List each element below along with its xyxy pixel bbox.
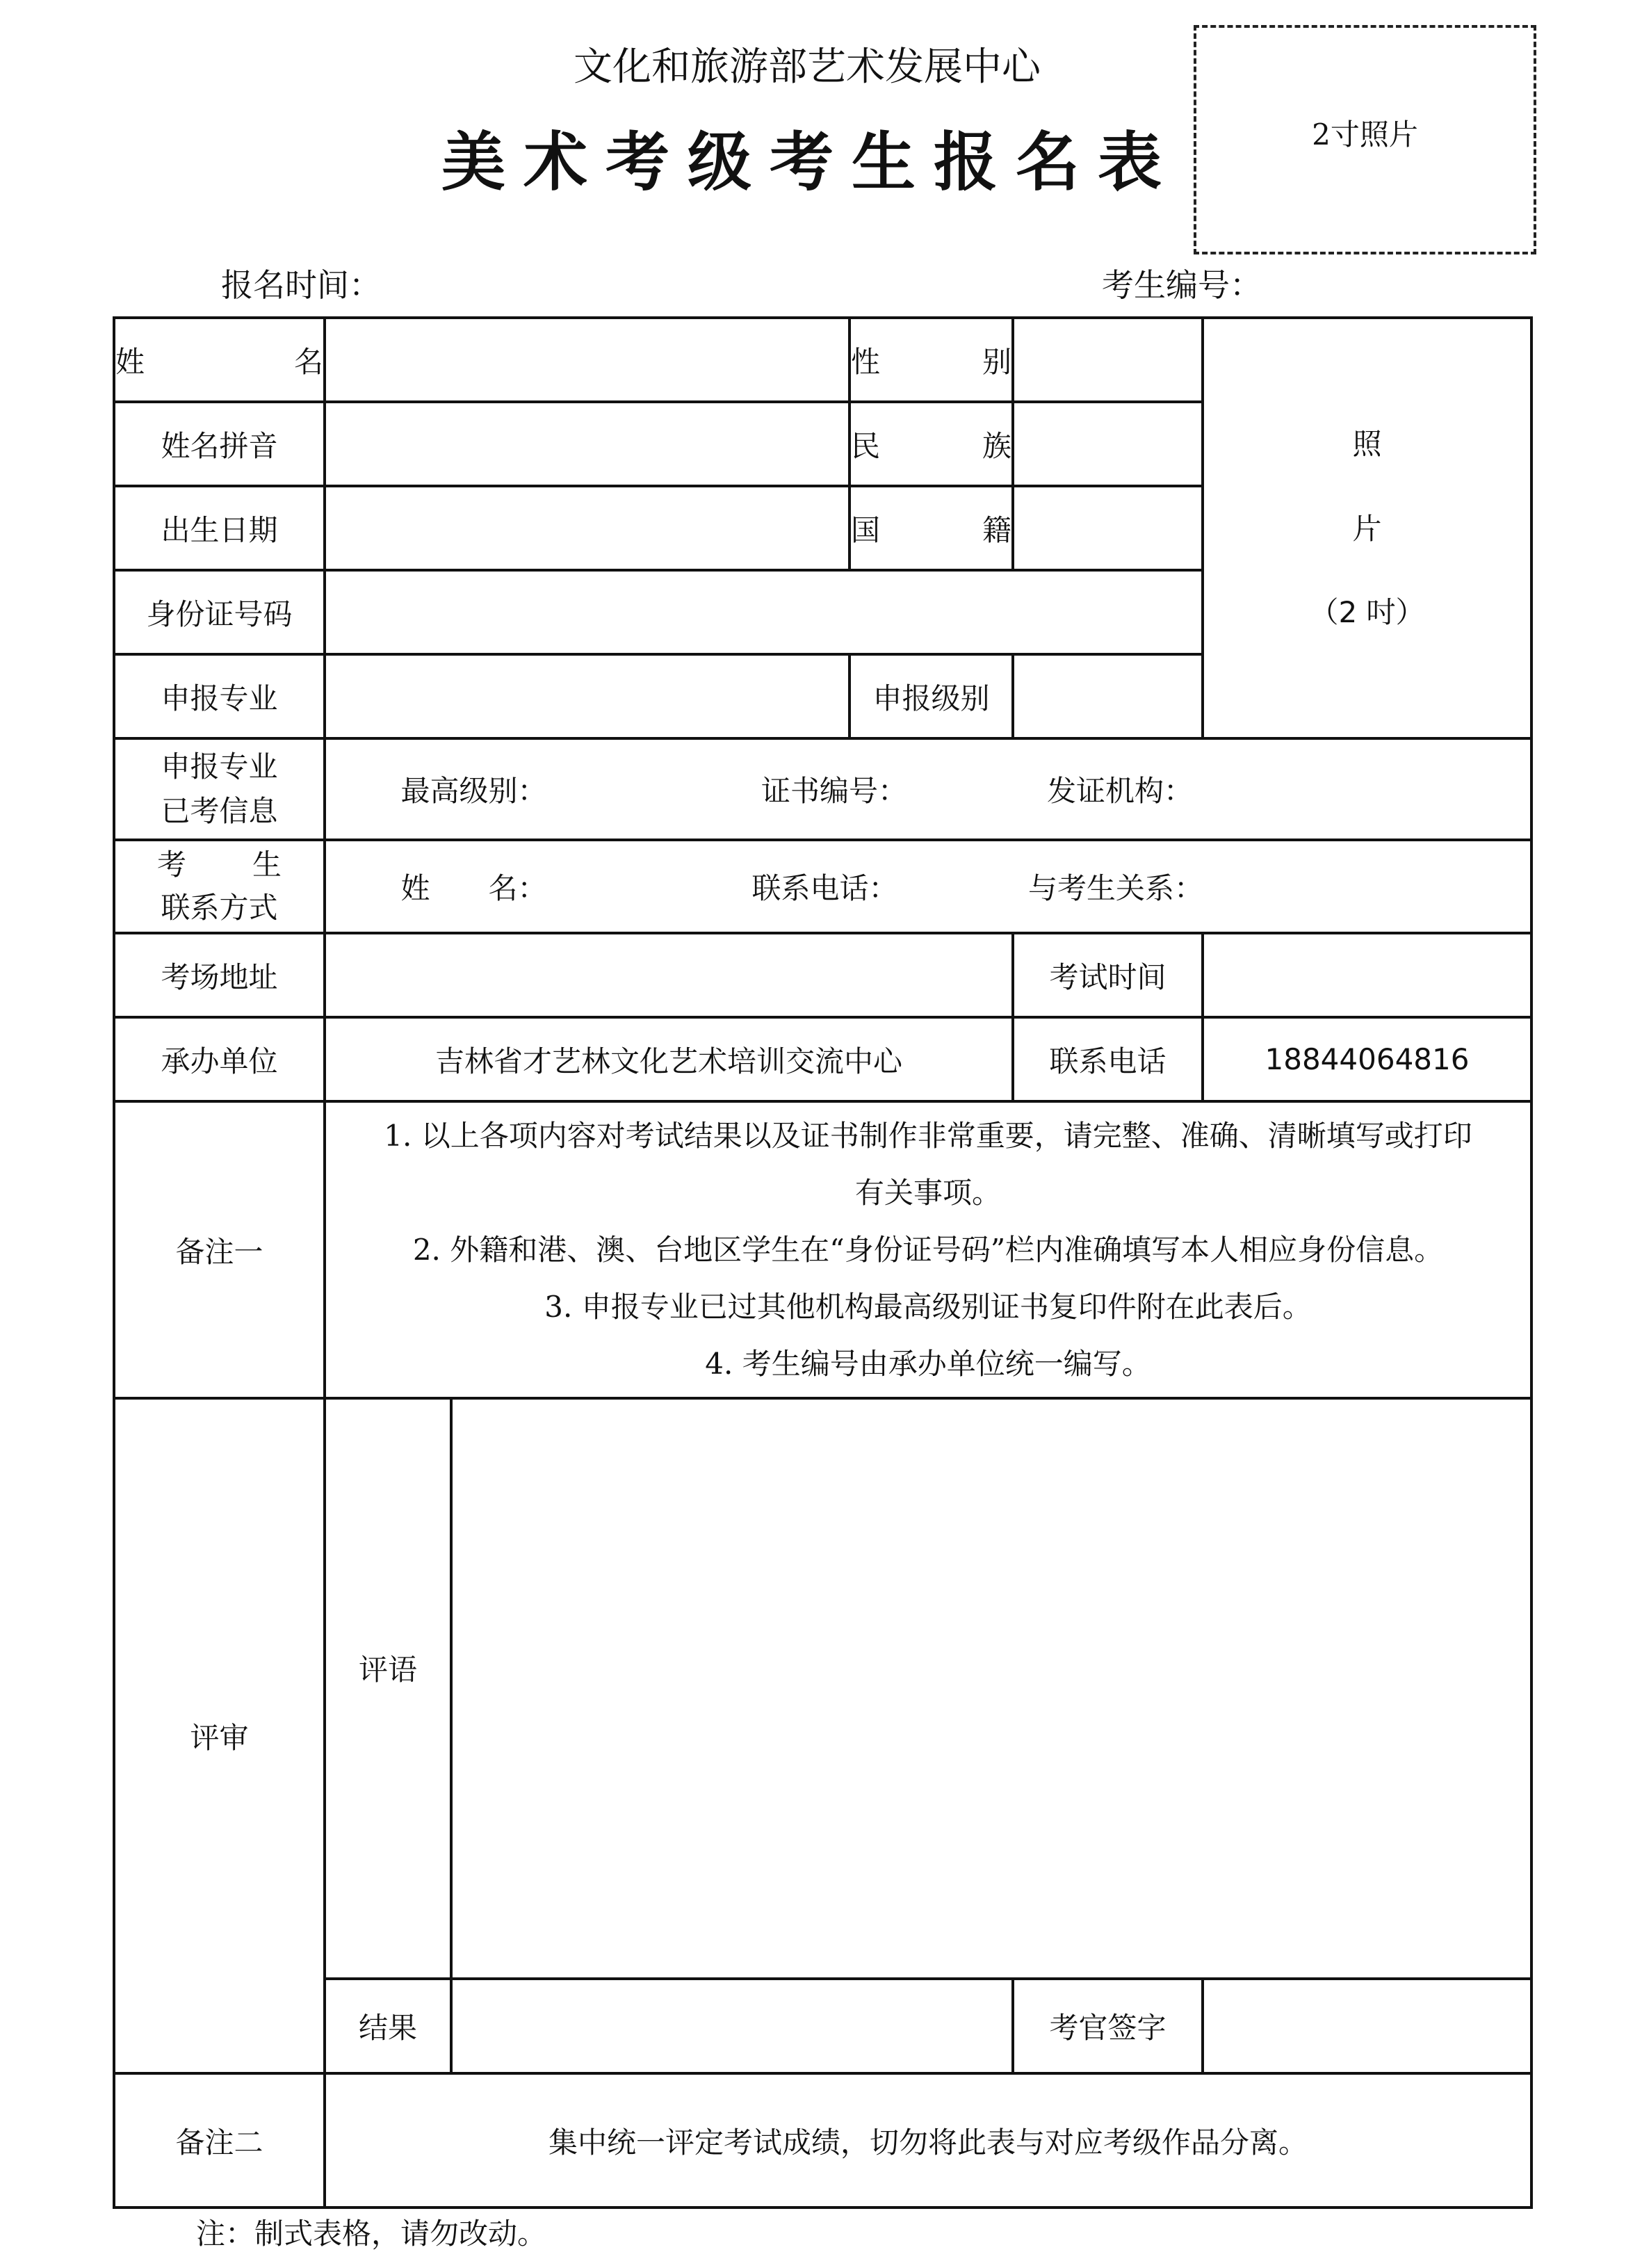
- contact-fields[interactable]: [325, 840, 1531, 933]
- comment-label: 评语: [325, 1398, 451, 1979]
- remark-one-notes: [325, 1101, 1531, 1398]
- id-number-label: 身份证号码: [114, 570, 325, 654]
- exam-time-field[interactable]: [1203, 933, 1531, 1017]
- highest-level-label: 最高级别：: [400, 774, 547, 808]
- level-field[interactable]: [1013, 654, 1203, 738]
- remark-one-item: 1. 以上各项内容对考试结果以及证书制作非常重要，请完整、准确、清晰填写或打印: [384, 1118, 1472, 1153]
- nationality-field[interactable]: [1013, 486, 1203, 570]
- examiner-sign-label: 考官签字: [1013, 1979, 1203, 2073]
- contact-name-label: 姓 名：: [400, 871, 547, 905]
- gender-field[interactable]: [1013, 318, 1203, 402]
- pinyin-label: 姓名拼音: [114, 402, 325, 486]
- nationality-label: 国 籍: [850, 486, 1013, 570]
- photo-placeholder-box[interactable]: [1194, 25, 1536, 254]
- major-field[interactable]: [325, 654, 850, 738]
- certificate-number-label: 证书编号：: [761, 774, 907, 808]
- phone-label: 联系电话: [1013, 1017, 1203, 1101]
- exam-info-label: [114, 738, 325, 840]
- registration-time-label: 报名时间：: [221, 266, 381, 304]
- contact-label-line2: 联系方式: [161, 891, 278, 925]
- remark-two-text: 集中统一评定考试成绩，切勿将此表与对应考级作品分离。: [325, 2073, 1531, 2208]
- comment-field[interactable]: [451, 1398, 1531, 1979]
- contact-label-line1: 考 生: [157, 848, 282, 882]
- contact-relation-label: 与考生关系：: [1028, 871, 1204, 905]
- gender-label: 性 别: [850, 318, 1013, 402]
- photo-char-1: 照: [1352, 426, 1382, 461]
- remark-one-item: 3. 申报专业已过其他机构最高级别证书复印件附在此表后。: [544, 1289, 1312, 1324]
- contact-label: [114, 840, 325, 933]
- name-label: 姓 名: [114, 318, 325, 402]
- photo-placeholder-label: 2寸照片: [1312, 118, 1418, 152]
- issuer-label: 发证机构：: [1047, 774, 1194, 808]
- major-label: 申报专业: [114, 654, 325, 738]
- organizer-label: 承办单位: [114, 1017, 325, 1101]
- photo-char-2: 片: [1352, 511, 1382, 546]
- birthdate-field[interactable]: [325, 486, 850, 570]
- examiner-sign-field[interactable]: [1203, 1979, 1531, 2073]
- name-field[interactable]: [325, 318, 850, 402]
- registration-form-table: [113, 316, 1533, 2209]
- footnote: 注：制式表格，请勿改动。: [196, 2217, 547, 2251]
- remark-one-item: 4. 考生编号由承办单位统一编写。: [705, 1346, 1151, 1381]
- organizer-value: 吉林省才艺林文化艺术培训交流中心: [325, 1017, 1013, 1101]
- venue-field[interactable]: [325, 933, 1013, 1017]
- ethnicity-label: 民 族: [850, 402, 1013, 486]
- level-label: 申报级别: [850, 654, 1013, 738]
- review-label: 评审: [114, 1398, 325, 2073]
- venue-label: 考场地址: [114, 933, 325, 1017]
- contact-phone-label: 联系电话：: [751, 871, 898, 905]
- photo-cell[interactable]: [1203, 318, 1531, 738]
- phone-value: 18844064816: [1203, 1017, 1531, 1101]
- exam-info-label-line1: 申报专业: [161, 750, 278, 784]
- exam-time-label: 考试时间: [1013, 933, 1203, 1017]
- id-number-field[interactable]: [325, 570, 1203, 654]
- remark-one-item: 有关事项。: [854, 1175, 1001, 1210]
- photo-size-label: （2 吋）: [1309, 594, 1425, 629]
- exam-info-label-line2: 已考信息: [161, 794, 278, 828]
- exam-info-fields[interactable]: [325, 738, 1531, 840]
- organization-name: 文化和旅游部艺术发展中心: [574, 44, 1041, 90]
- remark-one-item: 2. 外籍和港、澳、台地区学生在“身份证号码”栏内准确填写本人相应身份信息。: [412, 1232, 1444, 1267]
- remark-one-label: 备注一: [114, 1101, 325, 1398]
- pinyin-field[interactable]: [325, 402, 850, 486]
- ethnicity-field[interactable]: [1013, 402, 1203, 486]
- form-title: 美术考级考生报名表: [441, 125, 1180, 200]
- birthdate-label: 出生日期: [114, 486, 325, 570]
- result-label: 结果: [325, 1979, 451, 2073]
- remark-two-label: 备注二: [114, 2073, 325, 2208]
- result-field[interactable]: [451, 1979, 1013, 2073]
- candidate-number-label: 考生编号：: [1102, 266, 1262, 304]
